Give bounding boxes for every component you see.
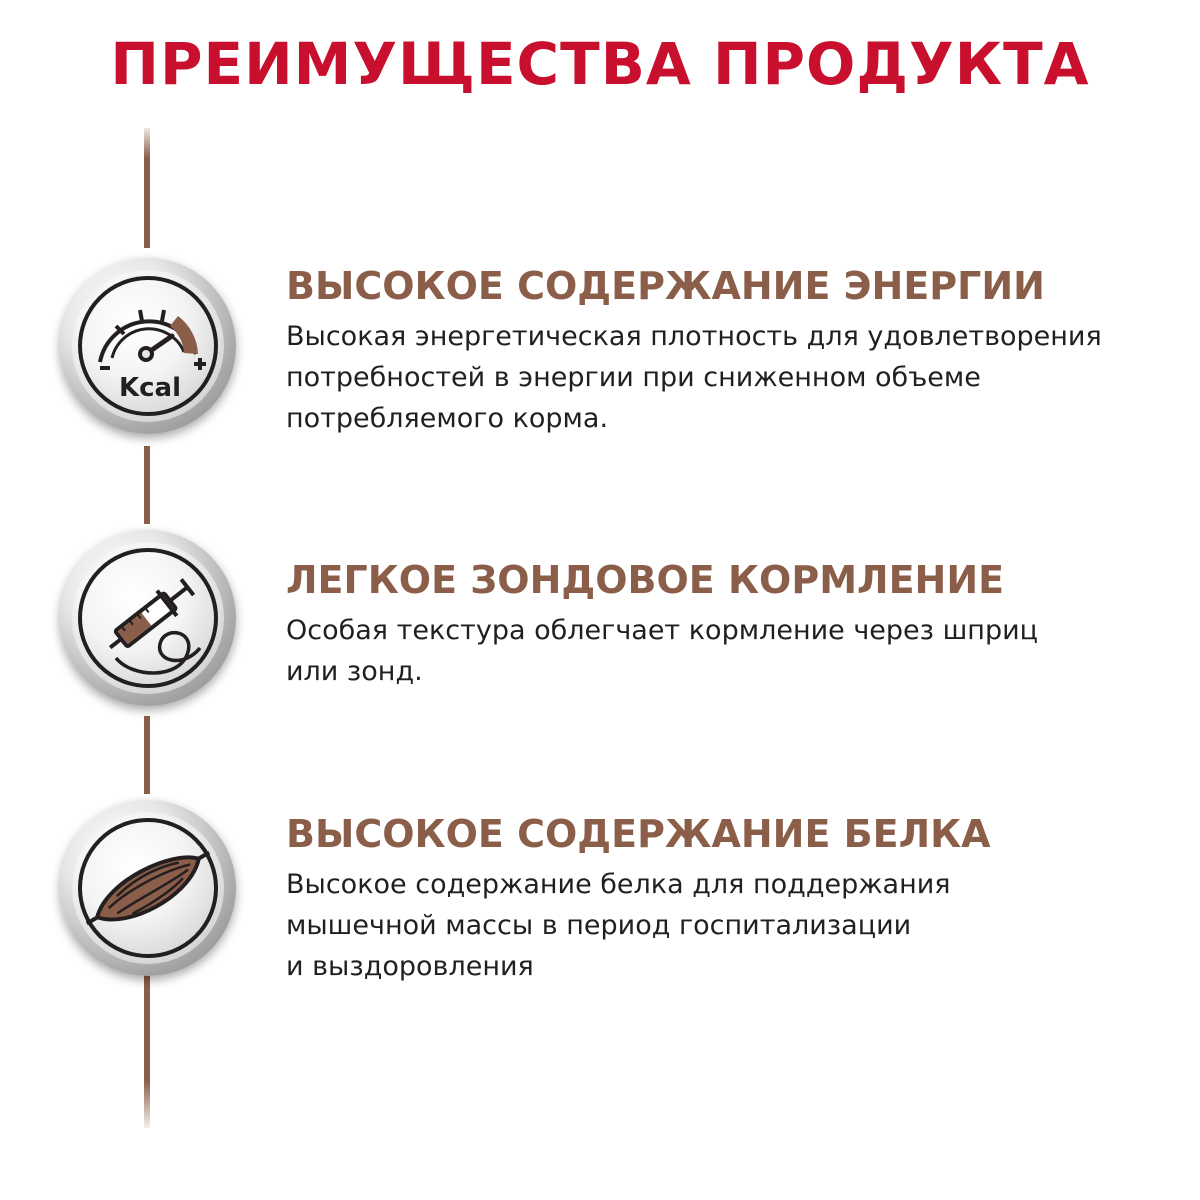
energy-badge xyxy=(60,258,236,434)
energy-gauge-kcal-icon xyxy=(60,258,236,434)
tube-feeding-badge xyxy=(60,530,236,706)
feature-tube-feeding xyxy=(286,552,1186,692)
description-line: потребляемого корма. xyxy=(286,403,609,434)
feature-title: ВЫСОКОЕ СОДЕРЖАНИЕ ЭНЕРГИИ xyxy=(286,264,1045,308)
syringe-tube-icon xyxy=(60,530,236,706)
feature-description xyxy=(286,316,1186,439)
timeline-line xyxy=(144,128,150,248)
timeline-line xyxy=(144,716,150,794)
page-title: ПРЕИМУЩЕСТВА ПРОДУКТА xyxy=(110,30,1090,98)
feature-description xyxy=(286,864,1186,987)
timeline-line xyxy=(144,968,150,1128)
description-line: Высокая энергетическая плотность для удовлетворения xyxy=(286,321,1102,352)
feature-title: ЛЕГКОЕ ЗОНДОВОЕ КОРМЛЕНИЕ xyxy=(286,558,1005,602)
timeline-line xyxy=(144,446,150,524)
description-line: мышечной массы в период госпитализации xyxy=(286,910,912,941)
feature-description xyxy=(286,610,1186,692)
muscle-icon xyxy=(60,800,236,976)
feature-title: ВЫСОКОЕ СОДЕРЖАНИЕ БЕЛКА xyxy=(286,812,991,856)
description-line: или зонд. xyxy=(286,656,423,687)
feature-high-protein xyxy=(286,806,1186,987)
protein-badge xyxy=(60,800,236,976)
feature-high-energy xyxy=(286,258,1186,439)
description-line: Особая текстура облегчает кормление через шприц xyxy=(286,615,1039,646)
kcal-label: Kcal xyxy=(118,373,182,403)
description-line: и выздоровления xyxy=(286,951,534,982)
description-line: Высокое содержание белка для поддержания xyxy=(286,869,951,900)
description-line: потребностей в энергии при сниженном объеме xyxy=(286,362,981,393)
